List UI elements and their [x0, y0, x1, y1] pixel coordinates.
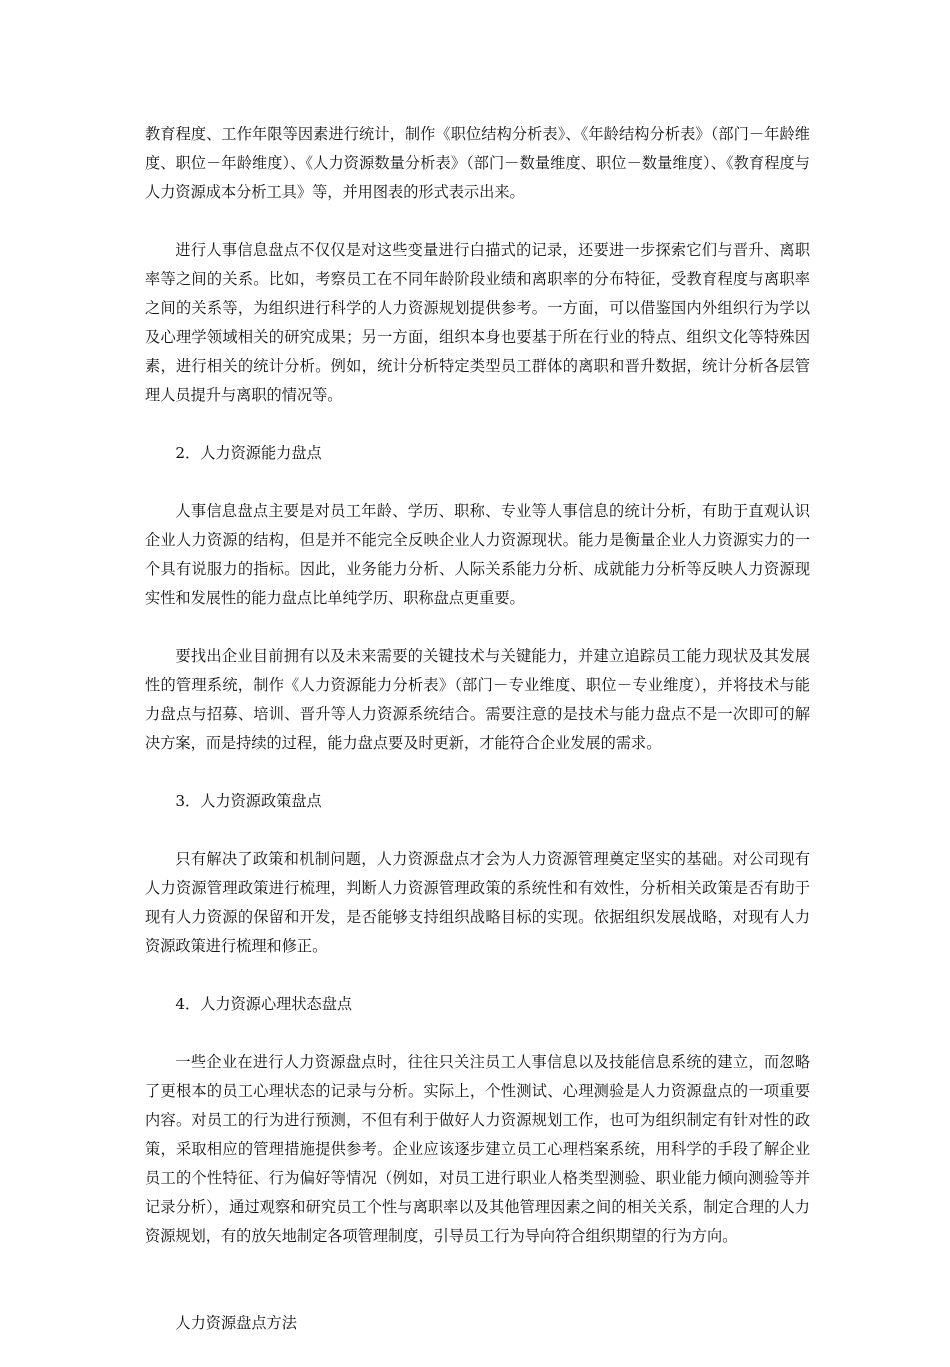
paragraph-psychology: 一些企业在进行人力资源盘点时，往往只关注员工人事信息以及技能信息系统的建立，而忽略了更根本的员工心理状态的记录与分析。实际上，个性测试、心理测验是人力资源盘点的一项重要内容。对员工的行为进行预测，不但有利于做好人力资源规划工作，也可为组织制定有针对性的政策，采取相应的管理措施提供参考。企业应该逐步建立员工心理档案系统，用科学的手段了解企业员工的个性特征、行为偏好等情况（例如，对员工进行职业人格类型测验、职业能力倾向测验等并记录分析），通过观察和研究员工个性与离职率以及其他管理因素之间的相关关系，制定合理的人力资源规划，有的放矢地制定各项管理制度，引导员工行为导向符合组织期望的行为方向。 [145, 1053, 810, 1245]
heading-inventory-methods: 人力资源盘点方法 [175, 1314, 297, 1332]
heading-psychology-inventory: 4．人力资源心理状态盘点 [175, 995, 353, 1013]
heading-ability-inventory: 2．人力资源能力盘点 [175, 444, 322, 462]
heading-policy-inventory: 3．人力资源政策盘点 [175, 792, 322, 810]
paragraph-statistics-tables: 教育程度、工作年限等因素进行统计，制作《职位结构分析表》、《年龄结构分析表》（部门－年龄维度、职位－年龄维度）、《人力资源数量分析表》（部门－数量维度、职位－数量维度）、《教育程度与人力资源成本分析工具》等，并用图表的形式表示出来。 [145, 125, 810, 201]
paragraph-key-skills: 要找出企业目前拥有以及未来需要的关键技术与关键能力，并建立追踪员工能力现状及其发展性的管理系统，制作《人力资源能力分析表》（部门－专业维度、职位－专业维度），并将技术与能力盘点与招募、培训、晋升等人力资源系统结合。需要注意的是技术与能力盘点不是一次即可的解决方案，而是持续的过程，能力盘点要及时更新，才能符合企业发展的需求。 [145, 647, 810, 752]
paragraph-personnel-info-inventory: 进行人事信息盘点不仅仅是对这些变量进行白描式的记录，还要进一步探索它们与晋升、离职率等之间的关系。比如，考察员工在不同年龄阶段业绩和离职率的分布特征，受教育程度与离职率之间的关系等，为组织进行科学的人力资源规划提供参考。一方面，可以借鉴国内外组织行为学以及心理学领域相关的研究成果；另一方面，组织本身也要基于所在行业的特点、组织文化等特殊因素，进行相关的统计分析。例如，统计分析特定类型员工群体的离职和晋升数据，统计分析各层管理人员提升与离职的情况等。 [145, 241, 810, 404]
document-page [145, 120, 810, 1367]
paragraph-policy: 只有解决了政策和机制问题，人力资源盘点才会为人力资源管理奠定坚实的基础。对公司现有人力资源管理政策进行梳理，判断人力资源管理政策的系统性和有效性，分析相关政策是否有助于现有人力资源的保留和开发，是否能够支持组织战略目标的实现。依据组织发展战略，对现有人力资源政策进行梳理和修正。 [145, 850, 810, 955]
paragraph-ability-overview: 人事信息盘点主要是对员工年龄、学历、职称、专业等人事信息的统计分析，有助于直观认识企业人力资源的结构，但是并不能完全反映企业人力资源现状。能力是衡量企业人力资源实力的一个具有说服力的指标。因此，业务能力分析、人际关系能力分析、成就能力分析等反映人力资源现实性和发展性的能力盘点比单纯学历、职称盘点更重要。 [145, 502, 810, 607]
